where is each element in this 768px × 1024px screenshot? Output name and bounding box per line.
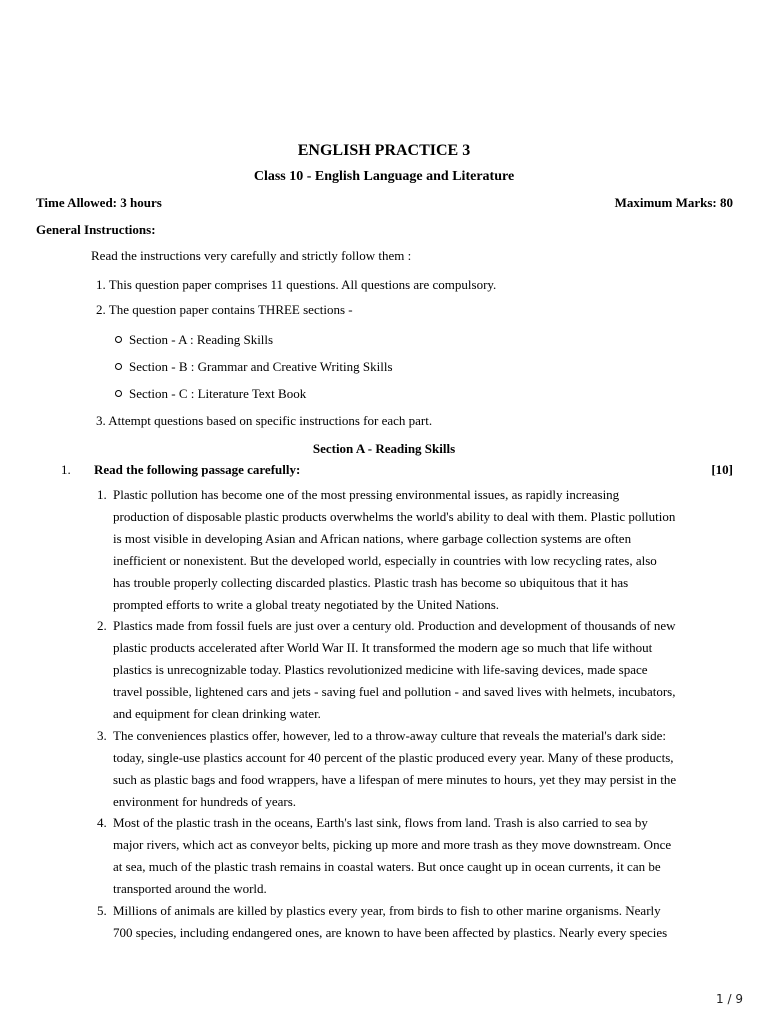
time-allowed: Time Allowed: 3 hours xyxy=(36,195,162,210)
paragraph-line: environment for hundreds of years. xyxy=(113,794,297,809)
section-list-label: Section - A : Reading Skills xyxy=(129,332,274,347)
paragraph-line: and equipment for clean drinking water. xyxy=(113,706,321,721)
question-row xyxy=(61,461,733,478)
section-list-label: Section - C : Literature Text Book xyxy=(129,386,307,401)
page-subtitle: Class 10 - English Language and Literature xyxy=(253,169,515,184)
exam-meta-row xyxy=(36,194,733,211)
paragraph-line: plastics is unrecognizable today. Plastics revolutionized medicine with life-saving devices, made space xyxy=(113,662,648,677)
paragraph-line: has trouble properly collecting discarded plastics. Plastic trash has become so ubiquitous that it has xyxy=(113,575,629,590)
paragraph-text xyxy=(113,900,707,944)
question-text: Read the following passage carefully: xyxy=(94,462,301,477)
paragraph-text xyxy=(113,725,707,813)
paragraph-line: inefficient or nonexistent. But the developed world, especially in countries with low recycling rates, also xyxy=(113,553,657,568)
paragraph-line: Most of the plastic trash in the oceans, Earth's last sink, flows from land. Trash is also carried to sea by xyxy=(113,815,648,830)
general-instructions-heading: General Instructions: xyxy=(36,222,156,237)
paragraph-line: The conveniences plastics offer, however, led to a throw-away culture that reveals the material's dark side: xyxy=(113,728,666,743)
paragraph-number: 5. xyxy=(97,903,107,918)
paragraph-line: major rivers, which act as conveyor belts, picking up more and more trash as they move downstream. Once xyxy=(113,837,672,852)
paragraph-text xyxy=(113,484,707,616)
paragraph-text xyxy=(113,812,707,900)
paragraph-number: 1. xyxy=(97,487,107,502)
paragraph-number: 4. xyxy=(97,815,107,830)
bullet-circle-icon xyxy=(115,363,122,370)
paragraph-line: transported around the world. xyxy=(113,881,267,896)
instruction-item: 3. Attempt questions based on specific instructions for each part. xyxy=(96,413,433,428)
paragraph-line: Plastics made from fossil fuels are just over a century old. Production and development of thousands of new xyxy=(113,618,676,633)
instruction-item: 2. The question paper contains THREE sections - xyxy=(96,302,353,317)
paragraph-text xyxy=(113,615,707,725)
question-marks: [10] xyxy=(711,462,733,477)
bullet-circle-icon xyxy=(115,390,122,397)
page-title: ENGLISH PRACTICE 3 xyxy=(297,142,471,159)
paragraph-line: 700 species, including endangered ones, are known to have been affected by plastics. Nearly every species xyxy=(113,925,668,940)
paragraph-line: travel possible, lightened cars and jets - saving fuel and pollution - and saved lives with helmets, incubators, xyxy=(113,684,676,699)
paragraph-line: production of disposable plastic products overwhelms the world's ability to deal with them. Plastic pollution xyxy=(113,509,676,524)
instruction-item: 1. This question paper comprises 11 questions. All questions are compulsory. xyxy=(96,277,497,292)
instructions-intro: Read the instructions very carefully and strictly follow them : xyxy=(91,248,412,263)
paragraph-line: today, single-use plastics account for 40 percent of the plastic produced every year. Many of these products, xyxy=(113,750,674,765)
paragraph-line: is most visible in developing Asian and African nations, where garbage collection systems are often xyxy=(113,531,632,546)
paragraph-line: Millions of animals are killed by plastics every year, from birds to fish to other marine organisms. Nearly xyxy=(113,903,661,918)
paragraph-line: plastic products accelerated after World War II. It transformed the modern age so much that life without xyxy=(113,640,653,655)
paragraph-number: 2. xyxy=(97,618,107,633)
section-list-label: Section - B : Grammar and Creative Writing Skills xyxy=(129,359,393,374)
page-indicator: 1 / 9 xyxy=(716,992,743,1006)
paragraph-line: at sea, much of the plastic trash remains in coastal waters. But once caught up in ocean currents, it can be xyxy=(113,859,661,874)
maximum-marks: Maximum Marks: 80 xyxy=(614,195,733,210)
question-number: 1. xyxy=(61,462,71,477)
paragraph-line: such as plastic bags and food wrappers, have a lifespan of mere minutes to hours, yet they may persist in the xyxy=(113,772,677,787)
bullet-circle-icon xyxy=(115,336,122,343)
paragraph-line: prompted efforts to write a global treaty negotiated by the United Nations. xyxy=(113,597,500,612)
paragraph-line: Plastic pollution has become one of the most pressing environmental issues, as rapidly increasing xyxy=(113,487,620,502)
section-a-heading: Section A - Reading Skills xyxy=(312,441,456,456)
paragraph-number: 3. xyxy=(97,728,107,743)
